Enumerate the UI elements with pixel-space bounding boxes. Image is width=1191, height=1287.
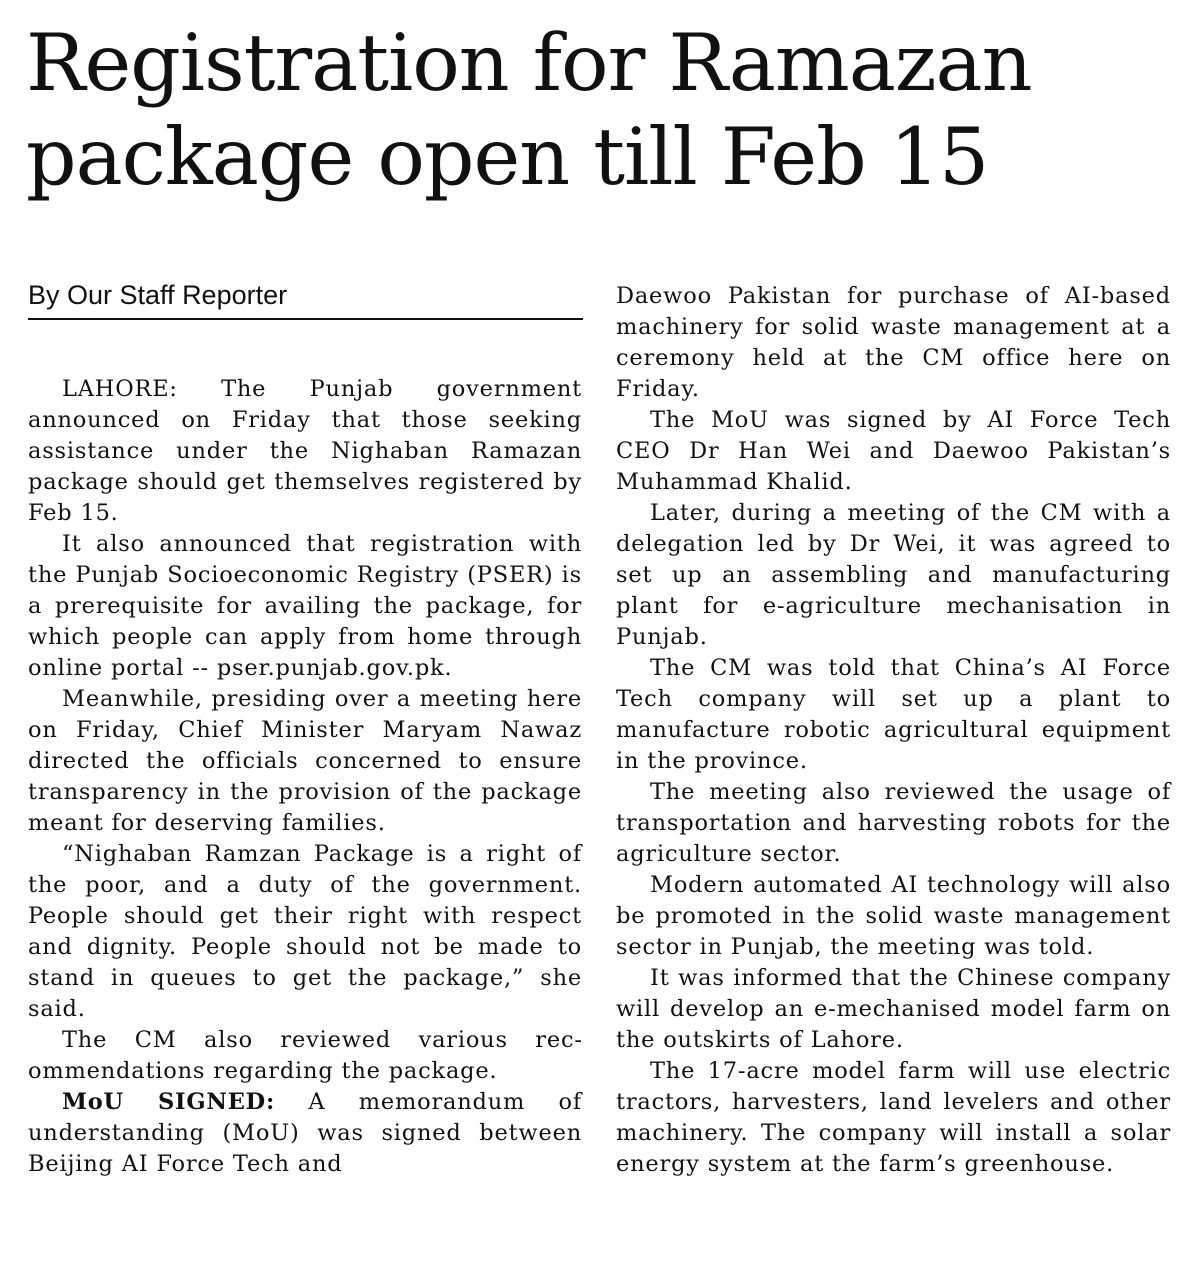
article-column-left [28, 374, 582, 1180]
paragraph: Modern automated AI technology will also be promoted in the solid waste management sector in Punjab, the meeting was told. [616, 872, 1171, 960]
paragraph: Later, during a meeting of the CM with a delegation led by Dr Wei, it was agreed to set up an assembling and manufacturing plant for e-agriculture mechanisation in Punjab. [616, 500, 1171, 650]
paragraph: It was informed that the Chinese company will develop an e-mechanised model farm on the outskirts of Lahore. [616, 965, 1171, 1053]
paragraph: It also announced that registration with the Punjab Socioeconomic Registry (PSER) is a prerequisite for availing the package, for which people can apply from home through online portal -- pser.punjab.gov.pk. [28, 531, 582, 681]
paragraph: The MoU was signed by AI Force Tech CEO Dr Han Wei and Daewoo Pakistan’s Muhammad Khalid. [616, 407, 1171, 495]
paragraph-text: A memorandum of understanding (MoU) was signed between Beijing AI Force Tech and [28, 1089, 582, 1177]
paragraph: LAHORE: The Punjab government announced on Friday that those seeking assistance under the Nighaban Ramazan package should get themselves registered by Feb 15. [28, 376, 582, 526]
headline [26, 16, 1176, 204]
paragraph-mou-signed [28, 1087, 582, 1180]
article-column-right [616, 281, 1171, 1180]
byline: By Our Staff Reporter [28, 278, 583, 320]
paragraph: The meeting also reviewed the usage of transportation and harvesting robots for the agriculture sector. [616, 779, 1171, 867]
paragraph: Meanwhile, presiding over a meeting here on Friday, Chief Minister Maryam Nawaz directed the officials concerned to ensure transparency in the provision of the package meant for deserving families. [28, 686, 582, 836]
subhead: MoU SIGNED: [62, 1089, 276, 1115]
paragraph-continued: Daewoo Pakistan for purchase of AI-based machinery for solid waste management at a ceremony held at the CM office here on Friday. [616, 283, 1171, 402]
paragraph: “Nighaban Ramzan Package is a right of the poor, and a duty of the government. People should get their right with respect and dignity. People should not be made to stand in queues to get the package,” she said. [28, 841, 582, 1022]
headline-line-2: package open till Feb 15 [26, 111, 989, 203]
paragraph: The CM also reviewed various recommendations regarding the package. [28, 1027, 582, 1084]
headline-line-1: Registration for Ramazan [26, 17, 1032, 109]
paragraph: The CM was told that China’s AI Force Tech company will set up a plant to manufacture robotic agricultural equipment in the province. [616, 655, 1171, 774]
paragraph: The 17-acre model farm will use electric tractors, harvesters, land levelers and other machinery. The company will install a solar energy system at the farm’s greenhouse. [616, 1058, 1171, 1177]
